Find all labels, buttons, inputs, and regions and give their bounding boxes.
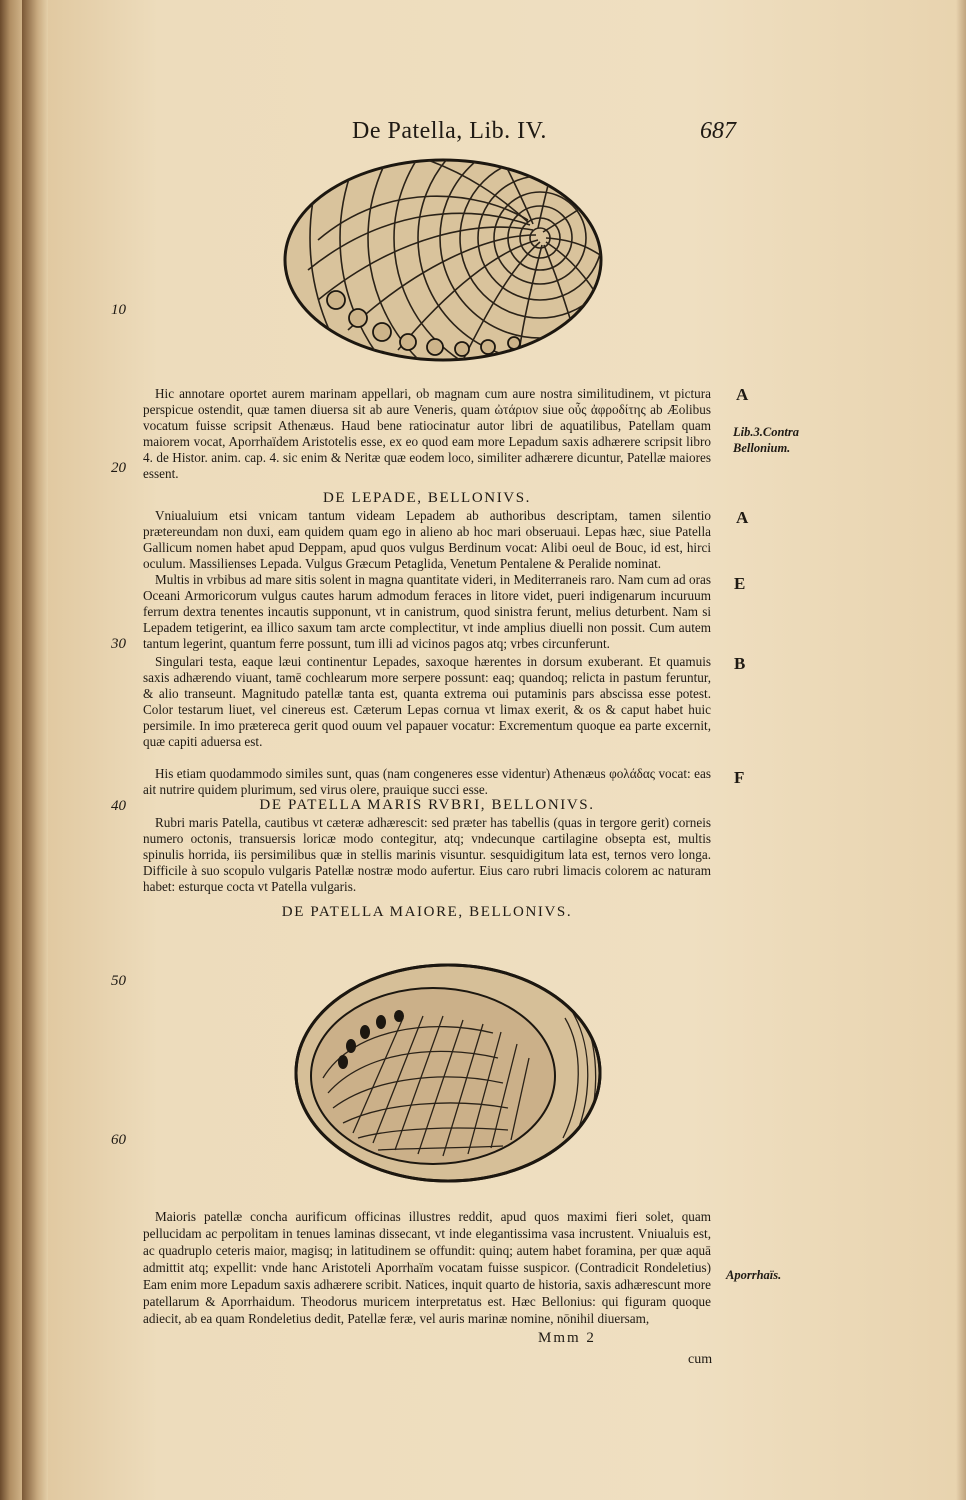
- margin-letter-e: E: [734, 574, 746, 593]
- line-number-30: 30: [111, 636, 126, 652]
- line-number-20: 20: [111, 460, 126, 476]
- paragraph-lepas-names: Vniualuium etsi vnicam tantum videam Lepadem ab authoribus descriptam, tamen silentio prætereundam non duxi, eam quidem quam ego in alieno ab hoc mari obseruaui. Lepas hæc, siue Patella Gallicum nomen habet apud Deppam, apud quos vulgus Berdinum vocat: Alibi oeul de Bouc, id est, hirci oculum. Massilienses Lepada. Vulgus Græcum Petaglida, Venetum Pentalene & Peralide nominat.: [143, 508, 711, 572]
- margin-letter-b: B: [734, 654, 746, 673]
- facing-page-edge: [0, 0, 22, 1500]
- heading-patella-maris-rubri: DE PATELLA MARIS RVBRI, BELLONIVS.: [259, 797, 595, 813]
- margin-letter-f: F: [734, 768, 745, 787]
- line-number-50: 50: [111, 973, 126, 989]
- paragraph-pholades: His etiam quodammodo similes sunt, quas (nam congeneres esse videntur) Athenæus φολάδας vocat: eas ait nutrire quidem plurimum, sed virus olere, prauique succi esse.: [143, 766, 711, 798]
- book-gutter: [22, 0, 48, 1500]
- paragraph-patella-maior: Maioris patellæ concha aurificum officinas illustres reddit, apud quos maximi fieri solet, quam pellucidam ac perpolitam in tenues laminas dissecant, vt inde elegantissima vasa incrustent. Vniualuis est, ac quadruplo ceteris maior, magisq; in latitudinem se offundit: quinq; autem habet foramina, per quæ aquā admittit atq; expellit: vnde hanc Aristoteli Aporrhaïm vocatam fuisse suspicor. (Contradicit Rondeletius) Eam enim more Lepadum saxis adhærere scribit. Natices, inquit quarto de historia, saxis adhærescunt more patellarum & Aporrhaidum. Theodorus muricem interpretatus est. Hæc Bellonius: qui figuram quoque adiecit, ab ea quam Rondeletius dedit, Patellæ feræ, vel auris marinæ nomine, nōnihil diuersam,: [143, 1209, 711, 1326]
- running-head: De Patella, Lib. IV.: [352, 118, 547, 144]
- page-number: 687: [700, 118, 736, 144]
- line-number-10: 10: [111, 302, 126, 318]
- line-number-60: 60: [111, 1132, 126, 1148]
- paragraph-patella-maris-rubri: Rubri maris Patella, cautibus vt cæteræ adhærescit: sed præter has tabellis (quas in tergore gerit) corneis numero octonis, transuersis loricæ modo contegitur, atq; vndecunque cartilagine obsepta est, multis spinulis horrida, iis persimilibus quæ in stellis marinis visuntur. sesquidigitum lata est, ternos vero longa. Difficile à suo scopulo vulgaris Patellæ nostræ modo aufertur. Eius caro rubri limacis colorem ac naturam habet: esturque cocta vt Patella vulgaris.: [143, 815, 711, 895]
- side-note-aporrhais: Aporrhaïs.: [726, 1268, 782, 1282]
- margin-letter-a-2: A: [736, 508, 749, 527]
- book-page: [48, 0, 966, 1500]
- heading-patella-maiore: DE PATELLA MAIORE, BELLONIVS.: [281, 904, 573, 920]
- paragraph-ear-shell: Hic annotare oportet aurem marinam appellari, ob magnam cum aure nostra similitudinem, vt pictura perspicue ostendit, quæ tamen diuersa sit ab aure Veneris, quam ὠτάριον siue οὖς ἀφροδίτης ab Æolibus vocatum fuisse scripsit Athenæus. Haud bene ratiocinatur autor libri de aquatilibus, Patellam quam maiorem vocat, Aporrhaïdem Aristotelis esse, ex eo quod eam more Lepadum saxis adhærere scripsit libro 4. de Histor. anim. cap. 4. sic enim & Neritæ quæ eodem loco, similiter adhærere dicuntur, Patellæ maiores essent.: [143, 386, 711, 482]
- woodcut-abalone-interior: [283, 958, 613, 1188]
- page-edge-shadow: [956, 0, 966, 1500]
- woodcut-abalone-exterior: [278, 150, 608, 370]
- signature-mark: Mmm 2: [538, 1330, 596, 1346]
- heading-de-lepade: DE LEPADE, BELLONIVS.: [322, 490, 532, 506]
- line-number-40: 40: [111, 798, 126, 814]
- catchword: cum: [688, 1352, 713, 1367]
- margin-letter-a: A: [736, 385, 749, 404]
- side-note-lib3: Lib.3.Contra Bellonium.: [733, 425, 799, 455]
- paragraph-lepas-description: Singulari testa, eaque læui continentur Lepades, saxoque hærentes in dorsum exuberant. Et quamuis saxis adhærendo viuant, tamē cochlearum more serpere possunt: eaq; quandoq; relicta in pastum feruntur, & alio transeunt. Magnitudo patellæ tanta est, quanta extrema oui putaminis pars abscissa esse potest. Color testarum liuet, vel cinereus est. Cæterum Lepas cornua vt limax exerit, & os & caput habet huic persimile. In imo prætereca gerit quod ouum vel papauer vocatur: Excrementum quoque ea parte excernit, quæ capiti aduersa est.: [143, 654, 711, 750]
- paragraph-lepas-habitat: Multis in vrbibus ad mare sitis solent in magna quantitate videri, in Mediterraneis raro. Nam cum ad oras Oceani Armoricorum vulgus cautes harum admodum feraces in litore videt, pueri indigenarum incuruum ferrum dextra tenentes incautis supponunt, vt in canistrum, quod sinistra ferunt, melius deturbent. Nam si Lepadem tetigerint, ea illico saxum tam arcte complectitur, vt inde amplius diuelli non possit. Cum autem tantum legerint, quantum ferre possunt, tum illi ad vicinos pagos atq; vrbes circunferunt.: [143, 572, 711, 652]
